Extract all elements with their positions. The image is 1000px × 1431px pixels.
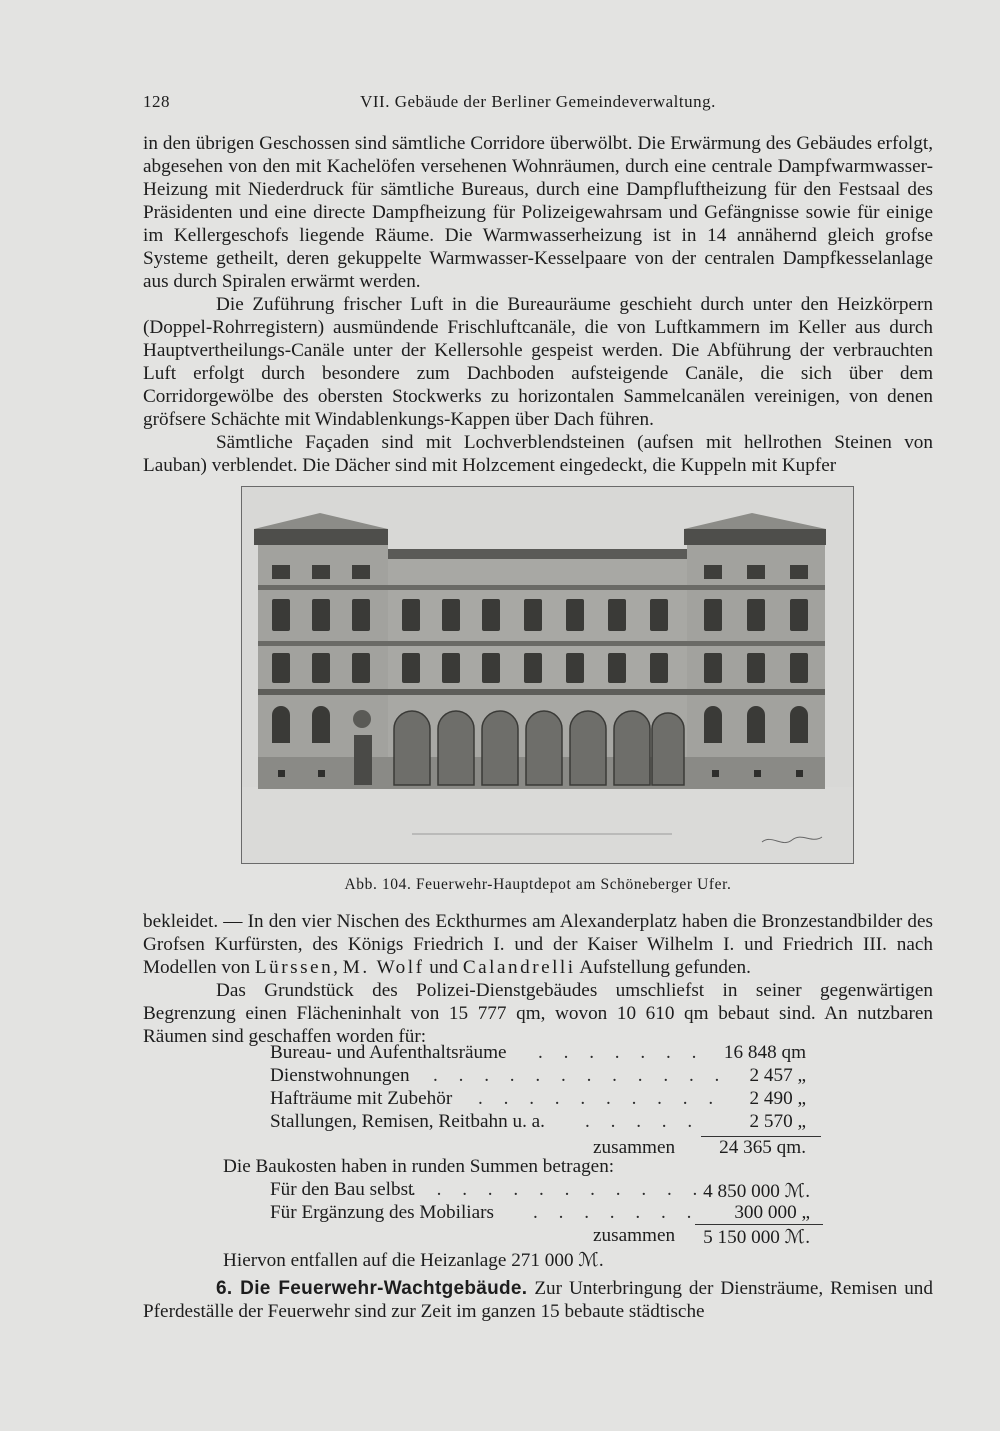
total-label: zusammen xyxy=(593,1225,676,1246)
separator: , xyxy=(333,957,343,978)
heating-cost-note: Hiervon entfallen auf die Heizanlage 271 000 ℳ. xyxy=(223,1250,604,1271)
paragraph-heating: in den übrigen Geschossen sind sämtliche Corridore überwölbt. Die Erwärmung des Gebäudes erfolgt, abgesehen von den mit Kachelöfen versehenen Wohnräumen, durch eine centrale Dampfwarmwasser-Heizung mit Niederdruck für sämtliche Bureaus, durch eine Dampfluftheizung für den Festsaal des Präsidenten und eine directe Dampfheizung für Polizeigewahrsam und Gefängnisse sowie für einige im Kellergeschofs liegende Räume. Die Warmwasserheizung ist in 14 annähernd gleich grofse Systeme getheilt, deren gekuppelte Warmwasser-Kesselpaare von der centralen Dampfkesselanlage aus durch Spiralen erwärmt werden. xyxy=(143,133,933,292)
total-value: 24 365 qm. xyxy=(719,1137,806,1158)
leader-dots: . . . . . . . xyxy=(538,1042,705,1063)
row-label: Dienstwohnungen xyxy=(270,1065,410,1086)
paragraph-facades: Sämtliche Façaden sind mit Lochverblendsteinen (aufsen mit hellrothen Steinen von Lauban) verblendet. Die Dächer sind mit Holzcement eingedeckt, die Kuppeln mit Kupfer xyxy=(143,432,933,476)
leader-dots: . . . . . . . . . . . . xyxy=(411,1179,706,1200)
row-label: Stallungen, Remisen, Reitbahn u. a. xyxy=(270,1111,545,1132)
table-row xyxy=(143,1179,933,1202)
running-title: VII. Gebäude der Berliner Gemeindeverwaltung. xyxy=(360,92,716,111)
statues-text: bekleidet. — In den vier Nischen des Eckthurmes am Alexanderplatz haben die Bronzestandbilder des Grofsen Kurfürsten, des Königs Friedrich I. und der Kaiser Wilhelm I. und Friedrich III. nach Modellen von xyxy=(143,911,933,978)
costs-intro: Die Baukosten haben in runden Summen betragen: xyxy=(223,1156,615,1177)
table-row xyxy=(143,1088,933,1111)
table-row xyxy=(143,1111,933,1134)
row-value: 300 000 „ xyxy=(734,1202,810,1223)
table-row xyxy=(143,1042,933,1065)
sculptor-name: M. Wolf xyxy=(342,957,425,978)
leader-dots: . . . . . . . . . . xyxy=(478,1088,722,1109)
sculptor-name: Lürssen xyxy=(254,957,334,978)
leader-dots: . . . . . xyxy=(585,1111,701,1132)
row-label: Für Ergänzung des Mobiliars xyxy=(270,1202,495,1223)
leader-dots: . . . . . . . xyxy=(533,1202,700,1223)
paragraph-ventilation: Die Zuführung frischer Luft in die Bureauräume geschieht durch unter den Heizkörpern (Doppel-Rohrregistern) ausmündende Frischluftcanäle, die von Luftkammern im Keller aus durch Hauptvertheilungs-Canäle unter der Kellersohle gespeist werden. Die Abführung der verbrauchten Luft erfolgt durch besondere zum Dachboden aufsteigende Canäle, die sich über dem Corridorgewölbe des obersten Stockwerks zu horizontalen Sammelcanälen vereinigen, von denen gröfsere Schächte mit Windablenkungs-Kappen über Dach führen. xyxy=(143,294,933,430)
row-value: 2 457 „ xyxy=(749,1065,806,1086)
section-start xyxy=(143,1277,933,1323)
paragraph-site-area: Das Grundstück des Polizei-Dienstgebäudes umschliefst in seiner gegenwärtigen Begrenzung einen Flächeninhalt von 15 777 qm, wovon 10 610 qm bebaut sind. An nutzbaren Räumen sind geschaffen worden für: xyxy=(143,980,933,1047)
building-illustration xyxy=(241,486,854,864)
row-value: 16 848 qm xyxy=(723,1042,806,1063)
total-label: zusammen xyxy=(593,1137,676,1158)
total-row xyxy=(143,1225,933,1248)
leader-dots: . . . . . . . . . . . . xyxy=(433,1065,728,1086)
sculptor-name: Calandrelli xyxy=(462,957,576,978)
row-label: Bureau- und Aufenthaltsräume xyxy=(270,1042,507,1063)
page-number: 128 xyxy=(143,92,170,111)
row-label: Hafträume mit Zubehör xyxy=(270,1088,453,1109)
paragraph-statues xyxy=(143,910,933,979)
row-value: 2 490 „ xyxy=(749,1088,806,1109)
section-heading: 6. Die Feuerwehr-Wachtgebäude. xyxy=(216,1278,528,1299)
row-label: Für den Bau selbst xyxy=(270,1179,414,1200)
facade-drawing xyxy=(242,487,853,863)
running-header xyxy=(143,92,933,116)
table-row xyxy=(143,1202,933,1225)
section-text: Zur Unterbringung der Diensträume, Remisen und Pferdeställe der Feuerwehr sind zur Zeit im ganzen 15 bebaute städtische xyxy=(143,1278,933,1322)
statues-text-end: Aufstellung gefunden. xyxy=(575,957,751,978)
row-value: 2 570 „ xyxy=(749,1111,806,1132)
row-value: 4 850 000 ℳ. xyxy=(703,1181,810,1202)
table-row xyxy=(143,1065,933,1088)
figure-caption: Abb. 104. Feuerwehr-Hauptdepot am Schöneberger Ufer. xyxy=(344,876,732,893)
bottom-text-block xyxy=(143,910,933,1048)
paragraph-fire-stations xyxy=(143,1277,933,1323)
top-text-block xyxy=(143,132,933,477)
total-value: 5 150 000 ℳ. xyxy=(703,1227,810,1248)
separator: und xyxy=(424,957,463,978)
